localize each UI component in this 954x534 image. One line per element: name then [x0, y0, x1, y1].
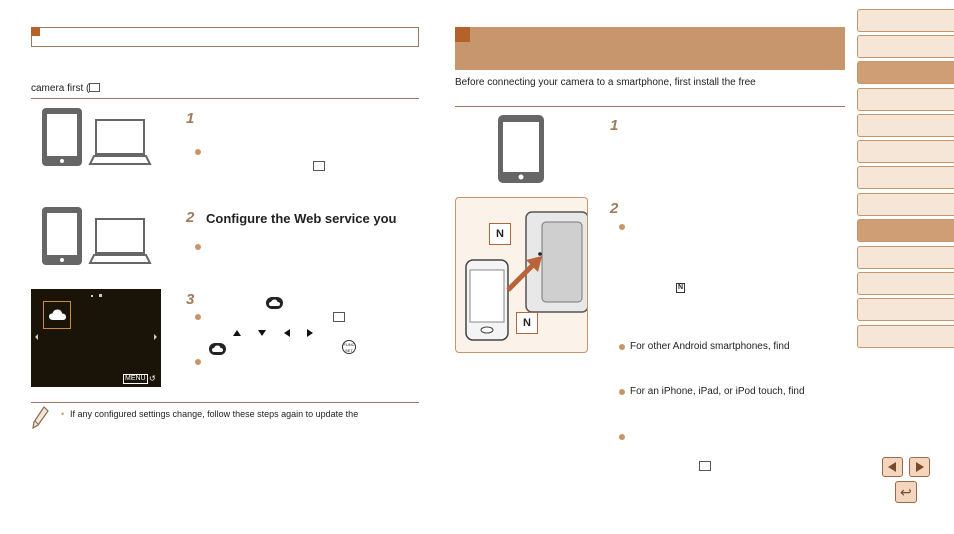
right-step1-number: 1 — [610, 117, 619, 134]
right-arrow-icon — [307, 329, 313, 337]
side-tab-4[interactable] — [857, 88, 954, 111]
side-tab-7[interactable] — [857, 166, 954, 189]
left-step1-number: 1 — [186, 110, 195, 127]
right-step2-bullet-1 — [619, 224, 625, 230]
right-step2-bullet-3 — [619, 389, 625, 395]
cloud-icon — [266, 297, 283, 309]
side-tab-9[interactable] — [857, 219, 954, 242]
return-icon: ↩ — [900, 484, 912, 500]
nfc-illustration — [455, 197, 588, 353]
side-tab-3[interactable] — [857, 61, 954, 84]
side-tab-13[interactable] — [857, 325, 954, 348]
phone-computer-illustration-2 — [38, 203, 154, 267]
book-icon — [333, 312, 345, 322]
left-step3-number: 3 — [186, 291, 195, 308]
side-tab-6[interactable] — [857, 140, 954, 163]
camera-screen — [31, 289, 161, 387]
left-step2-title: Configure the Web service you — [206, 211, 397, 226]
right-intro-text: Before connecting your camera to a smartphone, first install the free — [455, 77, 756, 88]
cloud-selection-box[interactable] — [43, 301, 71, 329]
back-icon: ↺ — [149, 374, 156, 383]
left-step3-bullet-2 — [195, 359, 201, 365]
return-button[interactable] — [895, 481, 917, 503]
next-page-button[interactable] — [909, 457, 930, 477]
side-tab-11[interactable] — [857, 272, 954, 295]
left-section-marker — [31, 27, 40, 36]
right-section-header — [455, 27, 845, 70]
screen-dot — [99, 294, 102, 297]
screen-menu-label: MENU — [125, 375, 146, 382]
book-icon — [313, 161, 325, 171]
pencil-icon — [32, 405, 50, 429]
left-step2-number: 2 — [186, 209, 195, 226]
left-step1-bullet — [195, 149, 201, 155]
screen-dot — [91, 295, 93, 297]
right-step2-number: 2 — [610, 200, 619, 217]
screen-right-arrow — [154, 334, 157, 340]
side-tab-10[interactable] — [857, 246, 954, 269]
left-step3-bullet-1 — [195, 314, 201, 320]
smartphone-illustration — [497, 114, 545, 184]
left-triangle-icon — [888, 462, 896, 472]
func-set-icon: FUNC SET — [343, 342, 355, 353]
book-icon — [89, 83, 100, 92]
side-tab-1[interactable] — [857, 9, 954, 32]
cloud-icon — [209, 343, 226, 355]
side-tab-12[interactable] — [857, 298, 954, 321]
side-tab-8[interactable] — [857, 193, 954, 216]
right-bullet3-text: For an iPhone, iPad, or iPod touch, find — [630, 386, 805, 397]
left-arrow-icon — [284, 329, 290, 337]
up-arrow-icon — [233, 330, 241, 336]
nfc-icon: N — [489, 223, 511, 245]
phone-computer-illustration-1 — [38, 104, 154, 168]
right-step2-bullet-4 — [619, 434, 625, 440]
screen-left-arrow — [35, 334, 38, 340]
right-triangle-icon — [916, 462, 924, 472]
right-step2-bullet-2 — [619, 344, 625, 350]
left-step2-bullet — [195, 244, 201, 250]
note-text: If any configured settings change, follow these steps again to update the — [70, 409, 359, 419]
down-arrow-icon — [258, 330, 266, 336]
cloud-icon — [49, 309, 66, 321]
left-section-header — [31, 27, 419, 47]
nfc-icon: N — [677, 284, 684, 291]
note-bullet: • — [61, 409, 65, 419]
side-tab-5[interactable] — [857, 114, 954, 137]
right-bullet2-text: For other Android smartphones, find — [630, 341, 790, 352]
right-section-marker — [455, 27, 470, 42]
side-tab-2[interactable] — [857, 35, 954, 58]
book-icon — [699, 461, 711, 471]
nfc-icon: N — [516, 312, 538, 334]
previous-page-button[interactable] — [882, 457, 903, 477]
left-intro-text: camera first ( — [31, 83, 100, 94]
